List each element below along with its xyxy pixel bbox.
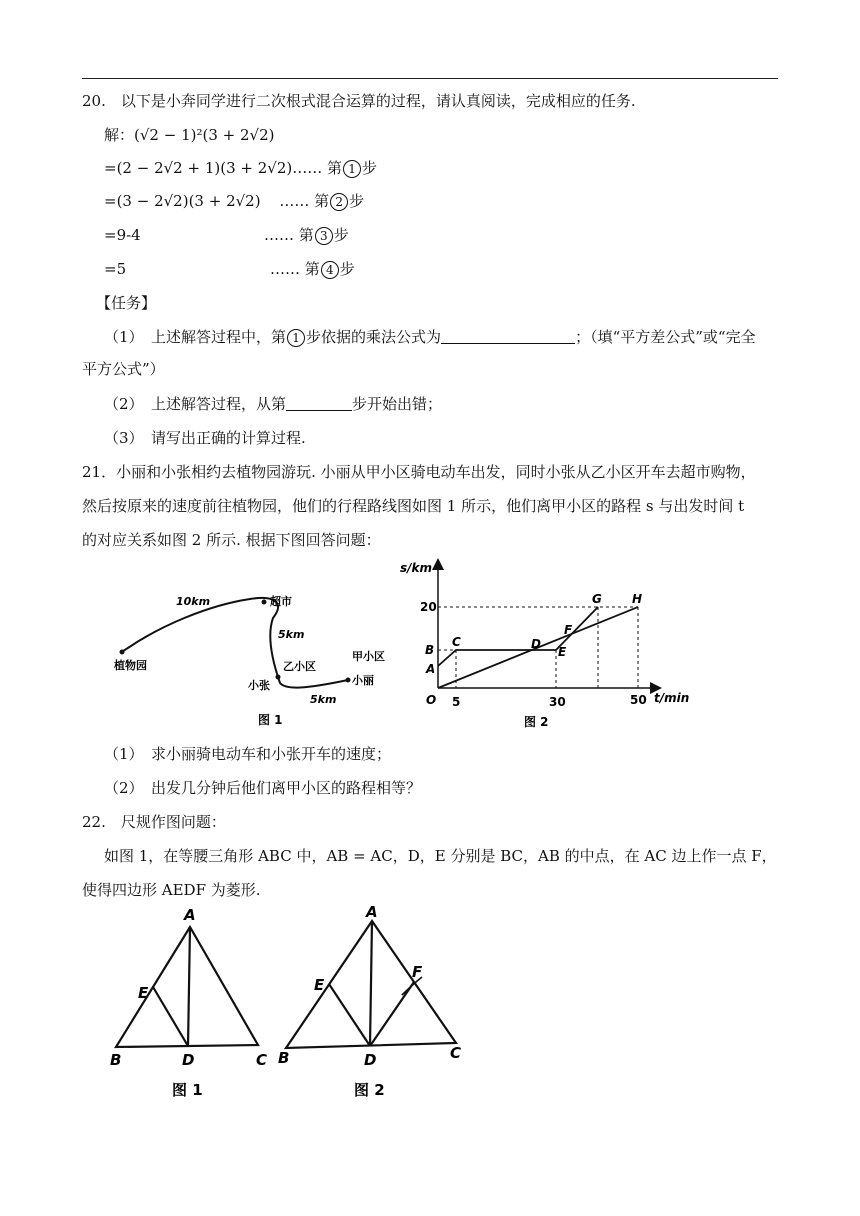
x-tick-5: 5 bbox=[452, 695, 461, 709]
point-D: D bbox=[531, 637, 541, 651]
point-G: G bbox=[592, 592, 602, 606]
q22-text-2: 使得四边形 AEDF 为菱形. bbox=[82, 881, 261, 899]
step-suffix: 步 bbox=[333, 226, 349, 244]
step-dots: …… bbox=[270, 260, 300, 278]
circled-number: 3 bbox=[315, 227, 333, 245]
figure-1-caption: 图 1 bbox=[258, 713, 283, 727]
step-dots: …… bbox=[264, 226, 294, 244]
fig1-AD bbox=[188, 927, 190, 1046]
task-1-text-a: （1） 上述解答过程中，第 bbox=[104, 328, 287, 346]
supermarket-point bbox=[262, 600, 267, 605]
circled-number: 4 bbox=[321, 261, 339, 279]
jia-label: 甲小区 bbox=[352, 650, 385, 663]
yi-label: 乙小区 bbox=[283, 660, 316, 673]
fig2-label-A: A bbox=[366, 903, 378, 921]
q22-title: 22. 尺规作图问题： bbox=[82, 813, 226, 831]
q20-step-2 bbox=[104, 190, 804, 212]
fig1-caption: 图 1 bbox=[172, 1081, 203, 1099]
figure-2-caption: 图 2 bbox=[524, 715, 549, 729]
fig2-caption: 图 2 bbox=[354, 1081, 385, 1099]
fig2-ED bbox=[329, 984, 370, 1046]
step-prefix: 第 bbox=[314, 192, 330, 210]
dist-10km: 10km bbox=[176, 595, 211, 608]
q21-text-2: 然后按原来的速度前往植物园，他们的行程路线图如图 1 所示，他们离甲小区的路程 s 与出发时间 t bbox=[82, 497, 745, 515]
q22-text-1: 如图 1，在等腰三角形 ABC 中，AB = AC，D，E 分别是 BC，AB 的中点，在 AC 边上作一点 F， bbox=[104, 847, 777, 865]
y-tick-20: 20 bbox=[420, 600, 437, 614]
step-suffix: 步 bbox=[362, 159, 378, 177]
q21-question-2: （2） 出发几分钟后他们离甲小区的路程相等？ bbox=[104, 779, 422, 797]
fig2-label-D: D bbox=[364, 1051, 377, 1069]
origin-label: O bbox=[426, 693, 437, 707]
step-3-expression: =9-4 bbox=[104, 226, 141, 244]
point-B: B bbox=[425, 643, 435, 657]
step-prefix: 第 bbox=[304, 260, 320, 278]
q21-question-1: （1） 求小丽骑电动车和小张开车的速度； bbox=[104, 745, 392, 763]
q20-solution-line bbox=[104, 124, 804, 146]
x-tick-30: 30 bbox=[549, 695, 566, 709]
step-dots: …… bbox=[279, 192, 310, 210]
q21-text-3: 的对应关系如图 2 所示. 根据下图回答问题： bbox=[82, 531, 381, 549]
point-F: F bbox=[564, 623, 573, 637]
answer-blank[interactable] bbox=[441, 327, 575, 344]
dist-5km-1: 5km bbox=[278, 628, 305, 641]
li-label: 小丽 bbox=[352, 674, 374, 687]
fig2-label-C: C bbox=[450, 1044, 462, 1062]
fig2-label-E: E bbox=[314, 976, 325, 994]
step-1-expression: =(2 − 2√2 + 1)(3 + 2√2) bbox=[104, 159, 293, 177]
fig1-ED bbox=[153, 987, 188, 1046]
zhang-line bbox=[438, 607, 598, 666]
fig1-label-E: E bbox=[138, 984, 149, 1002]
solution-label: 解： bbox=[104, 126, 135, 144]
supermarket-label: 超市 bbox=[270, 595, 292, 608]
yi-point bbox=[276, 675, 281, 680]
x-axis-label: t/min bbox=[654, 691, 690, 705]
task-1-text-b: 步依据的乘法公式为 bbox=[306, 328, 442, 346]
q20-step-3 bbox=[104, 224, 804, 246]
solution-expression: (√2 − 1)²(3 + 2√2) bbox=[134, 126, 275, 144]
point-A: A bbox=[426, 662, 436, 676]
fig2-label-F: F bbox=[412, 963, 423, 981]
circled-number: 2 bbox=[330, 193, 348, 211]
fig2-DF bbox=[370, 982, 414, 1046]
header-rule bbox=[82, 78, 778, 79]
circled-number: 1 bbox=[343, 160, 361, 178]
circled-number: 1 bbox=[287, 329, 305, 347]
task-1-text-c: ；（填“平方差公式”或“完全 bbox=[575, 328, 756, 346]
triangle-figures bbox=[100, 905, 480, 1105]
y-axis-label: s/km bbox=[400, 561, 433, 575]
task-2-text-b: 步开始出错； bbox=[352, 395, 443, 413]
point-H: H bbox=[632, 592, 643, 606]
q21-text-1: 21．小丽和小张相约去植物园游玩. 小丽从甲小区骑电动车出发，同时小张从乙小区开车去超市购物， bbox=[82, 463, 756, 481]
step-suffix: 步 bbox=[349, 192, 365, 210]
fig2-AD bbox=[370, 921, 372, 1046]
fig1-label-C: C bbox=[256, 1051, 268, 1069]
distance-time-graph bbox=[400, 560, 690, 738]
route-map-figure bbox=[110, 585, 410, 735]
garden-label: 植物园 bbox=[114, 659, 147, 672]
route-path bbox=[122, 598, 348, 688]
q20-step-4 bbox=[104, 258, 804, 280]
x-tick-50: 50 bbox=[630, 693, 647, 707]
fig1-label-B: B bbox=[110, 1051, 122, 1069]
task-2-text-a: （2） 上述解答过程，从第 bbox=[104, 395, 287, 413]
jia-point bbox=[346, 678, 351, 683]
point-E: E bbox=[558, 645, 567, 659]
step-2-expression: =(3 − 2√2)(3 + 2√2) bbox=[104, 192, 261, 210]
zhang-label: 小张 bbox=[248, 679, 270, 692]
step-4-expression: =5 bbox=[104, 260, 127, 278]
fig2-label-B: B bbox=[278, 1049, 290, 1067]
q20-step-1 bbox=[104, 157, 804, 179]
answer-blank[interactable] bbox=[286, 394, 352, 411]
task-header: 【任务】 bbox=[96, 294, 157, 312]
task-1-continued: 平方公式”） bbox=[82, 360, 165, 378]
step-dots: …… bbox=[292, 159, 323, 177]
task-2 bbox=[104, 393, 804, 415]
q20-title: 20. 以下是小奔同学进行二次根式混合运算的过程，请认真阅读，完成相应的任务. bbox=[82, 92, 636, 110]
step-prefix: 第 bbox=[327, 159, 343, 177]
task-3: （3） 请写出正确的计算过程. bbox=[104, 429, 306, 447]
dist-5km-2: 5km bbox=[310, 693, 337, 706]
fig1-label-A: A bbox=[184, 906, 196, 924]
point-C: C bbox=[452, 635, 461, 649]
task-1 bbox=[104, 326, 804, 348]
step-prefix: 第 bbox=[298, 226, 314, 244]
step-suffix: 步 bbox=[339, 260, 355, 278]
fig1-label-D: D bbox=[182, 1051, 195, 1069]
garden-point bbox=[120, 650, 125, 655]
